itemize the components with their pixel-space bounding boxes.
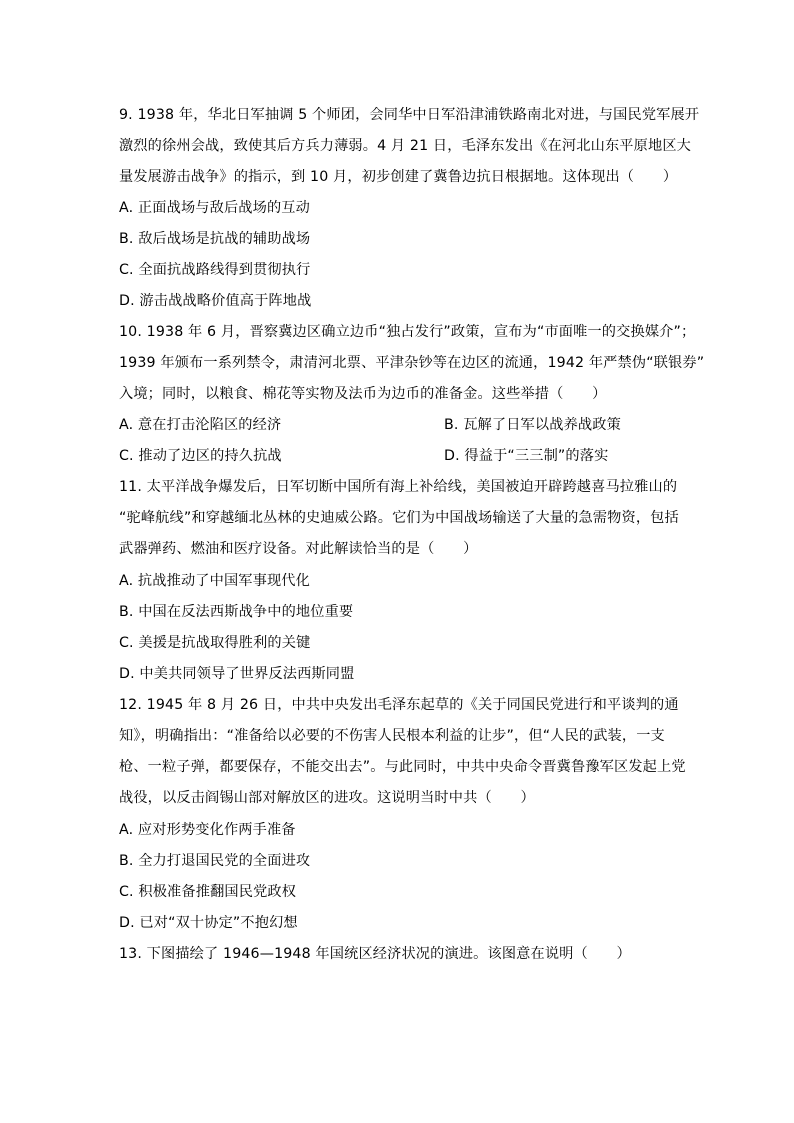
- q12-stem-line-3: 枪、一粒子弹，都要保存，不能交出去”。与此同时，中共中央命令晋冀鲁豫军区发起上党: [119, 759, 686, 775]
- q12-option-d: D. 已对“双十协定”不抱幻想: [119, 915, 298, 931]
- q12-option-a: A. 应对形势变化作两手准备: [119, 822, 296, 838]
- q10-option-b: B. 瓦解了日军以战养战政策: [444, 417, 621, 433]
- q9-option-c: C. 全面抗战路线得到贯彻执行: [119, 262, 311, 278]
- q10-option-a: A. 意在打击沦陷区的经济: [119, 417, 282, 433]
- q11-stem-line-2: “驼峰航线”和穿越缅北丛林的史迪威公路。它们为中国战场输送了大量的急需物资，包括: [119, 510, 679, 526]
- q13-stem-line-1: 13. 下图描绘了 1946—1948 年国统区经济状况的演进。该图意在说明（ ）: [119, 946, 631, 962]
- q12-stem-line-2: 知》，明确指出：“准备给以必要的不伤害人民根本利益的让步”，但“人民的武装，一支: [119, 728, 665, 744]
- q11-option-b: B. 中国在反法西斯战争中的地位重要: [119, 604, 354, 620]
- q10-option-d: D. 得益于“三三制”的落实: [444, 448, 609, 464]
- q9-option-b: B. 敌后战场是抗战的辅助战场: [119, 231, 311, 247]
- q10-stem-line-1: 10. 1938 年 6 月，晋察冀边区确立边币“独占发行”政策，宣布为“市面唯一的交换媒介”；: [119, 324, 696, 340]
- q10-option-c: C. 推动了边区的持久抗战: [119, 448, 282, 464]
- q9-stem-line-1: 9. 1938 年，华北日军抽调 5 个师团，会同华中日军沿津浦铁路南北对进，与国民党军展开: [119, 107, 700, 123]
- q10-stem-line-3: 入境；同时，以粮食、棉花等实物及法币为边币的准备金。这些举措（ ）: [119, 386, 607, 402]
- q10-stem-line-2: 1939 年颁布一系列禁令，肃清河北票、平津杂钞等在边区的流通，1942 年严禁伪“联银券”: [119, 355, 705, 371]
- q11-option-c: C. 美援是抗战取得胜利的关键: [119, 635, 311, 651]
- q12-option-b: B. 全力打退国民党的全面进攻: [119, 853, 311, 869]
- q11-option-a: A. 抗战推动了中国军事现代化: [119, 573, 310, 589]
- q12-stem-line-1: 12. 1945 年 8 月 26 日，中共中央发出毛泽东起草的《关于同国民党进行和平谈判的通: [119, 697, 679, 713]
- q12-option-c: C. 积极准备推翻国民党政权: [119, 884, 297, 900]
- q12-stem-line-4: 战役，以反击阎锡山部对解放区的进攻。这说明当时中共（ ）: [119, 790, 535, 806]
- q11-stem-line-3: 武器弹药、燃油和医疗设备。对此解读恰当的是（ ）: [119, 541, 478, 557]
- q9-option-d: D. 游击战战略价值高于阵地战: [119, 293, 312, 309]
- q11-option-d: D. 中美共同领导了世界反法西斯同盟: [119, 666, 355, 682]
- q9-stem-line-3: 量发展游击战争》的指示，到 10 月，初步创建了冀鲁边抗日根据地。这体现出（ ）: [119, 169, 678, 185]
- q9-stem-line-2: 激烈的徐州会战，致使其后方兵力薄弱。4 月 21 日，毛泽东发出《在河北山东平原地区大: [119, 138, 691, 154]
- q9-option-a: A. 正面战场与敌后战场的互动: [119, 200, 310, 216]
- q11-stem-line-1: 11. 太平洋战争爆发后，日军切断中国所有海上补给线，美国被迫开辟跨越喜马拉雅山的: [119, 479, 678, 495]
